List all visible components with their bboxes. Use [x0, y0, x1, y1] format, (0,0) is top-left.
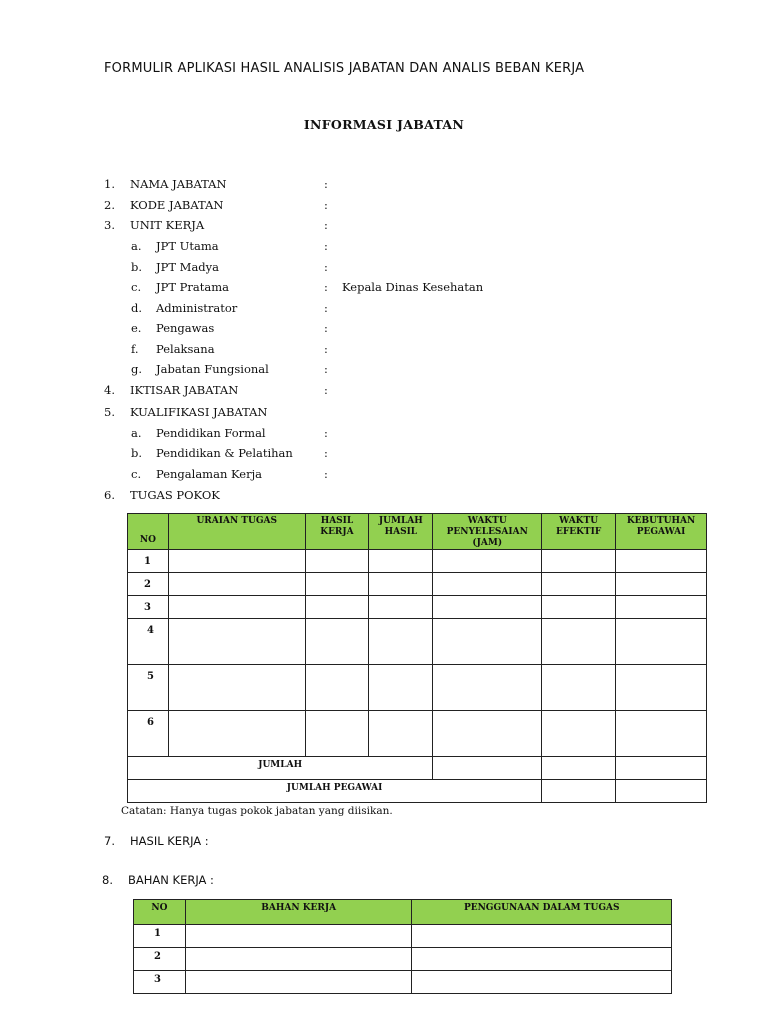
kebutuhan-cell[interactable] — [616, 573, 707, 596]
field-label: Pendidikan & Pelatihan — [156, 446, 293, 460]
waktu-cell[interactable] — [433, 619, 542, 665]
field-label: IKTISAR JABATAN — [130, 383, 239, 397]
header-no: NO — [134, 900, 186, 925]
waktu-cell[interactable] — [433, 665, 542, 711]
header-uraian-tugas: URAIAN TUGAS — [168, 514, 305, 550]
field-label: JPT Pratama — [156, 280, 230, 294]
field-row — [0, 381, 768, 399]
table-row — [134, 925, 672, 948]
table-row — [128, 596, 707, 619]
waktu-cell[interactable] — [433, 550, 542, 573]
field-label: Pendidikan Formal — [156, 426, 266, 440]
field-number: c. — [131, 467, 142, 481]
field-number: g. — [131, 362, 143, 376]
hasil-cell[interactable] — [305, 711, 369, 757]
field-row — [0, 340, 768, 358]
field-number: 6. — [104, 488, 115, 502]
field-separator: : — [324, 426, 328, 440]
field-separator: : — [324, 446, 328, 460]
efektif-cell[interactable] — [542, 573, 616, 596]
uraian-cell[interactable] — [168, 665, 305, 711]
pegawai-efektif-cell[interactable] — [542, 780, 616, 803]
uraian-cell[interactable] — [168, 596, 305, 619]
kebutuhan-cell[interactable] — [616, 596, 707, 619]
jumlah-cell[interactable] — [369, 619, 433, 665]
field-row — [0, 465, 768, 483]
penggunaan-cell[interactable] — [412, 925, 672, 948]
field-row — [0, 299, 768, 317]
section-label: HASIL KERJA : — [130, 834, 209, 848]
jumlah-waktu-cell[interactable] — [433, 757, 542, 780]
field-separator: : — [324, 177, 328, 191]
field-row — [0, 424, 768, 442]
efektif-cell[interactable] — [542, 711, 616, 757]
bahan-cell[interactable] — [185, 971, 412, 994]
field-number: f. — [131, 342, 139, 356]
uraian-cell[interactable] — [168, 573, 305, 596]
kebutuhan-cell[interactable] — [616, 550, 707, 573]
field-row — [0, 360, 768, 378]
section-number: 7. — [104, 834, 115, 848]
field-number: c. — [131, 280, 142, 294]
field-row — [0, 486, 768, 504]
field-label: KODE JABATAN — [130, 198, 224, 212]
bahan-cell[interactable] — [185, 925, 412, 948]
table-header-row — [134, 900, 672, 925]
jumlah-cell[interactable] — [369, 711, 433, 757]
row-number: 1 — [134, 925, 186, 948]
field-number: b. — [131, 446, 143, 460]
field-row — [0, 258, 768, 276]
form-title: FORMULIR APLIKASI HASIL ANALISIS JABATAN DAN ANALIS BEBAN KERJA — [104, 61, 585, 76]
field-separator: : — [324, 362, 328, 376]
waktu-cell[interactable] — [433, 573, 542, 596]
field-row — [0, 403, 768, 421]
header-waktu-penyelesaian: WAKTU PENYELESAIAN (JAM) — [433, 514, 542, 550]
row-number: 4 — [128, 619, 169, 665]
jumlah-pegawai-label: JUMLAH PEGAWAI — [128, 780, 542, 803]
table-row — [128, 573, 707, 596]
efektif-cell[interactable] — [542, 619, 616, 665]
jumlah-cell[interactable] — [369, 665, 433, 711]
table-row — [128, 711, 707, 757]
row-number: 1 — [128, 550, 169, 573]
field-label: KUALIFIKASI JABATAN — [130, 405, 268, 419]
uraian-cell[interactable] — [168, 619, 305, 665]
field-number: 3. — [104, 218, 115, 232]
field-separator: : — [324, 321, 328, 335]
field-separator: : — [324, 342, 328, 356]
row-number: 3 — [128, 596, 169, 619]
jumlah-label: JUMLAH — [128, 757, 433, 780]
field-label: Pelaksana — [156, 342, 215, 356]
field-label: TUGAS POKOK — [130, 488, 220, 502]
pegawai-kebutuhan-cell[interactable] — [616, 780, 707, 803]
field-row — [0, 444, 768, 462]
section-number: 8. — [102, 873, 113, 887]
table-note: Catatan: Hanya tugas pokok jabatan yang diisikan. — [121, 805, 393, 817]
field-row — [0, 319, 768, 337]
field-separator: : — [324, 301, 328, 315]
field-label: JPT Madya — [156, 260, 220, 274]
field-label: Pengalaman Kerja — [156, 467, 263, 481]
header-penggunaan: PENGGUNAAN DALAM TUGAS — [412, 900, 672, 925]
efektif-cell[interactable] — [542, 596, 616, 619]
efektif-cell[interactable] — [542, 665, 616, 711]
field-number: 2. — [104, 198, 115, 212]
jumlah-pegawai-row — [128, 780, 707, 803]
header-waktu-efektif: WAKTU EFEKTIF — [542, 514, 616, 550]
field-row — [0, 216, 768, 234]
bahan-cell[interactable] — [185, 948, 412, 971]
jumlah-cell[interactable] — [369, 550, 433, 573]
field-value[interactable]: Kepala Dinas Kesehatan — [342, 280, 484, 294]
field-separator: : — [324, 239, 328, 253]
header-no: NO — [128, 514, 169, 550]
field-number: d. — [131, 301, 143, 315]
field-separator: : — [324, 198, 328, 212]
jumlah-cell[interactable] — [369, 596, 433, 619]
section-subtitle: INFORMASI JABATAN — [303, 117, 465, 132]
field-row — [0, 196, 768, 214]
table-row — [134, 948, 672, 971]
hasil-cell[interactable] — [305, 573, 369, 596]
uraian-cell[interactable] — [168, 711, 305, 757]
field-number: b. — [131, 260, 143, 274]
field-separator: : — [324, 467, 328, 481]
table-row — [128, 665, 707, 711]
field-separator: : — [324, 280, 328, 294]
row-number: 3 — [134, 971, 186, 994]
waktu-cell[interactable] — [433, 596, 542, 619]
jumlah-cell[interactable] — [369, 573, 433, 596]
jumlah-row — [128, 757, 707, 780]
hasil-cell[interactable] — [305, 596, 369, 619]
jumlah-kebutuhan-cell[interactable] — [616, 757, 707, 780]
field-number: a. — [131, 239, 142, 253]
header-kebutuhan-pegawai: KEBUTUHAN PEGAWAI — [616, 514, 707, 550]
row-number: 2 — [134, 948, 186, 971]
kebutuhan-cell[interactable] — [616, 665, 707, 711]
kebutuhan-cell[interactable] — [616, 711, 707, 757]
penggunaan-cell[interactable] — [412, 948, 672, 971]
field-row — [0, 278, 768, 296]
field-separator: : — [324, 260, 328, 274]
field-number: 1. — [104, 177, 115, 191]
field-label: Jabatan Fungsional — [156, 362, 269, 376]
field-label: Administrator — [156, 301, 238, 315]
kebutuhan-cell[interactable] — [616, 619, 707, 665]
field-label: NAMA JABATAN — [130, 177, 227, 191]
field-row — [0, 237, 768, 255]
tugas-pokok-table — [127, 513, 707, 803]
bahan-kerja-table — [133, 899, 672, 994]
section-label: BAHAN KERJA : — [128, 873, 214, 887]
uraian-cell[interactable] — [168, 550, 305, 573]
header-jumlah-hasil: JUMLAH HASIL — [369, 514, 433, 550]
row-number: 6 — [128, 711, 169, 757]
field-separator: : — [324, 383, 328, 397]
table-row — [128, 550, 707, 573]
header-hasil-kerja: HASIL KERJA — [305, 514, 369, 550]
field-separator: : — [324, 218, 328, 232]
row-number: 5 — [128, 665, 169, 711]
table-row — [134, 971, 672, 994]
field-row — [0, 175, 768, 193]
jumlah-efektif-cell[interactable] — [542, 757, 616, 780]
field-number: a. — [131, 426, 142, 440]
field-label: UNIT KERJA — [130, 218, 205, 232]
row-number: 2 — [128, 573, 169, 596]
field-label: JPT Utama — [156, 239, 219, 253]
field-label: Pengawas — [156, 321, 215, 335]
hasil-cell[interactable] — [305, 619, 369, 665]
table-row — [128, 619, 707, 665]
field-number: 4. — [104, 383, 115, 397]
waktu-cell[interactable] — [433, 711, 542, 757]
penggunaan-cell[interactable] — [412, 971, 672, 994]
field-number: 5. — [104, 405, 115, 419]
efektif-cell[interactable] — [542, 550, 616, 573]
table-header-row — [128, 514, 707, 550]
field-number: e. — [131, 321, 142, 335]
hasil-cell[interactable] — [305, 550, 369, 573]
header-bahan-kerja: BAHAN KERJA — [185, 900, 412, 925]
hasil-cell[interactable] — [305, 665, 369, 711]
